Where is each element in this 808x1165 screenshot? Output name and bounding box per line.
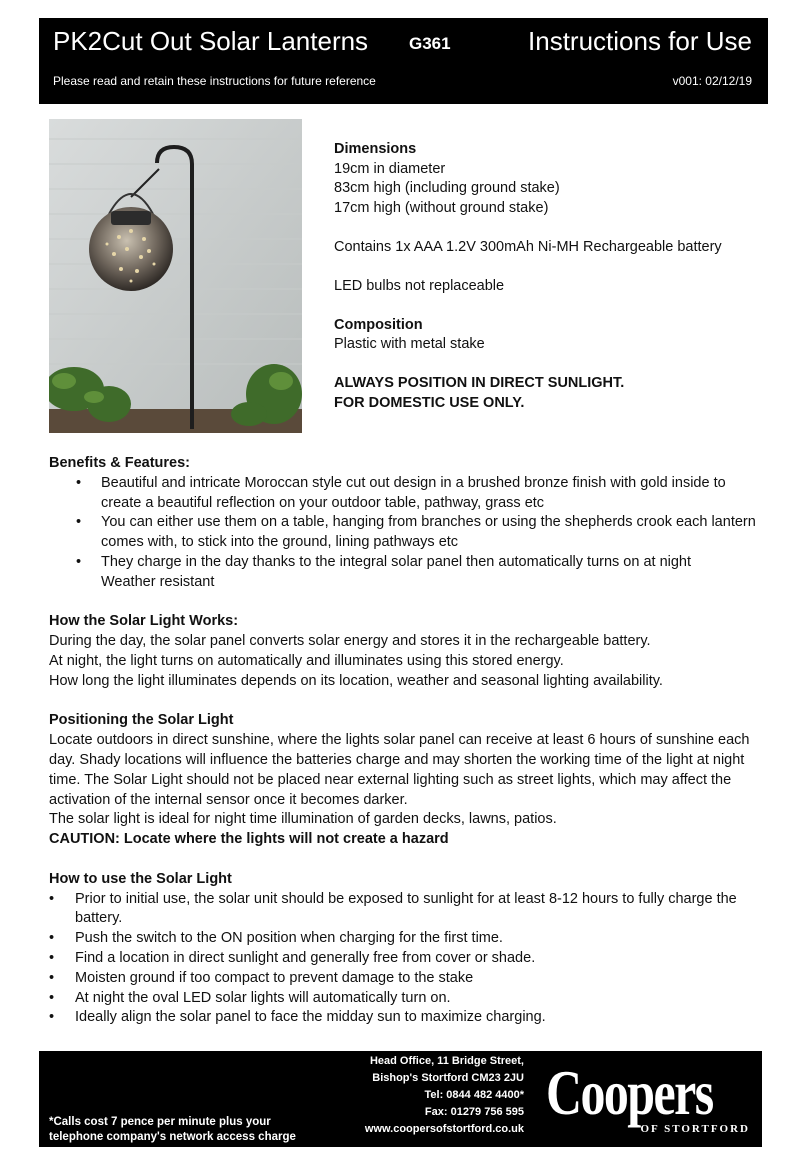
benefits-heading: Benefits & Features: [49, 455, 191, 471]
list-item: • Moisten ground if too compact to prevent damage to the stake [75, 969, 759, 989]
dimension-diameter: 19cm in diameter [334, 160, 446, 177]
positioning-section [49, 711, 759, 850]
coopers-logo [544, 1059, 756, 1143]
list-item: • Push the switch to the ON position when charging for the first time. [75, 929, 759, 949]
caution-text: CAUTION: Locate where the lights will not create a hazard [49, 831, 449, 848]
dimension-height-with-stake: 83cm high (including ground stake) [334, 180, 560, 196]
how-works-line: During the day, the solar panel converts solar energy and stores it in the rechargeable battery. [49, 633, 651, 650]
how-works-line: How long the light illuminates depends on its location, weather and seasonal lighting availability. [49, 672, 663, 689]
how-works-line: At night, the light turns on automatically and illuminates using this stored energy. [49, 652, 564, 669]
battery-info: Contains 1x AAA 1.2V 300mAh Ni-MH Rechargeable battery [334, 238, 722, 255]
header-bar [39, 18, 768, 104]
sunlight-warning: ALWAYS POSITION IN DIRECT SUNLIGHT. [334, 375, 625, 391]
dimensions-heading: Dimensions [334, 141, 417, 157]
instructions-body [49, 454, 759, 1028]
contact-block [339, 1053, 524, 1138]
telephone: Tel: 0844 482 4400* [424, 1089, 524, 1101]
positioning-ideal: The solar light is ideal for night time illumination of garden decks, lawns, patios. [49, 811, 557, 828]
composition-heading: Composition [334, 316, 423, 333]
product-photo [49, 119, 302, 433]
weather-resistant: Weather resistant [101, 573, 215, 590]
call-cost-line: *Calls cost 7 pence per minute plus your [49, 1116, 271, 1128]
how-works-section [49, 612, 759, 691]
logo-subtitle: OF STORTFORD [640, 1123, 750, 1135]
version-label: v001: 02/12/19 [672, 74, 752, 88]
domestic-warning: FOR DOMESTIC USE ONLY. [334, 394, 525, 411]
list-item: • They charge in the day thanks to the integral solar panel then automatically turns on at night [101, 553, 759, 573]
footer-bar [39, 1051, 762, 1147]
fax: Fax: 01279 756 595 [424, 1106, 524, 1118]
list-item: • At night the oval LED solar lights will automatically turn on. [75, 989, 759, 1009]
list-item: • Ideally align the solar panel to face the midday sun to maximize charging. [75, 1008, 759, 1028]
how-use-heading: How to use the Solar Light [49, 870, 232, 887]
composition-text: Plastic with metal stake [334, 336, 485, 352]
positioning-heading: Positioning the Solar Light [49, 712, 234, 729]
list-item: • Find a location in direct sunlight and generally free from cover or shade. [75, 949, 759, 969]
retain-note: Please read and retain these instructions for future reference [53, 74, 376, 88]
instructions-heading: Instructions for Use [528, 26, 752, 56]
website: www.coopersofstortford.co.uk [364, 1123, 524, 1135]
led-info: LED bulbs not replaceable [334, 277, 505, 294]
list-item: • Beautiful and intricate Moroccan style cut out design in a brushed bronze finish with gold inside to create a beautiful reflection on your outdoor table, pathway, grass etc [101, 474, 759, 514]
address-line: Bishop's Stortford CM23 2JU [372, 1072, 524, 1084]
specifications [334, 140, 754, 433]
how-use-section [49, 870, 759, 1028]
call-cost-note [49, 1115, 296, 1145]
logo-brand: Coopers [546, 1057, 713, 1128]
address-line: Head Office, 11 Bridge Street, [369, 1055, 524, 1067]
product-code: G361 [409, 34, 451, 53]
list-item: • You can either use them on a table, hanging from branches or using the shepherds crook each lantern comes with, to stick into the ground, lining pathways etc [101, 513, 759, 553]
product-title: PK2Cut Out Solar Lanterns [53, 26, 369, 56]
positioning-text: Locate outdoors in direct sunshine, where the lights solar panel can receive at least 6 hours of sunshine each day. Shady locations will influence the batteries charge and may shorten the working time of the light at night time. The Solar Light should not be placed near external lighting such as street lights, which may affect the activation of the internal sensor once it becomes darker. [49, 732, 750, 808]
benefits-section [49, 454, 759, 593]
list-item: • Prior to initial use, the solar unit should be exposed to sunlight for at least 8-12 hours to fully charge the battery. [75, 890, 759, 930]
dimension-height-without-stake: 17cm high (without ground stake) [334, 199, 549, 216]
how-works-heading: How the Solar Light Works: [49, 613, 239, 630]
call-cost-line: telephone company's network access charge [49, 1131, 296, 1143]
